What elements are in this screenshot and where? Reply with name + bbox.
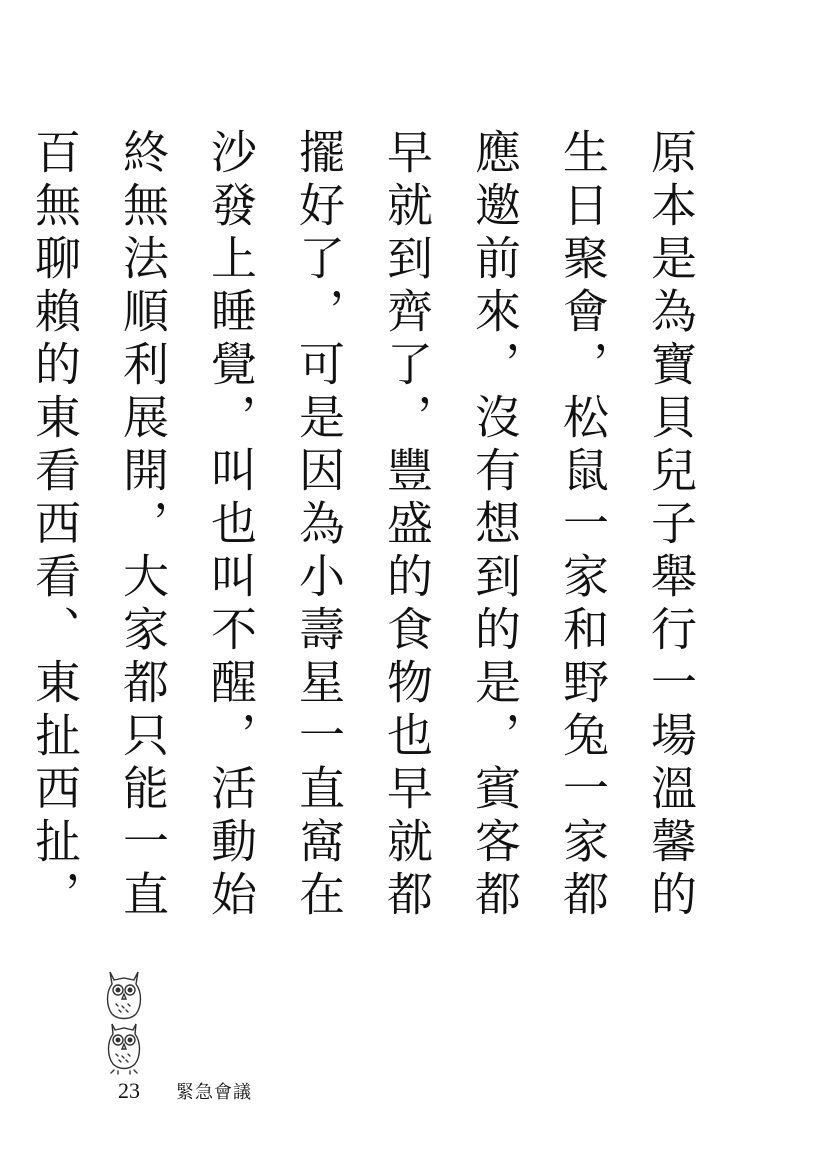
chapter-title: 緊急會議 (176, 1082, 252, 1103)
body-text: 原本是為寶貝兒子舉行一場溫馨的生日聚會，松鼠一家和野兔一家都應邀前來，沒有想到的是，賓客都早就到齊了，豐盛的食物也早就都擺好了，可是因為小壽星一直窩在沙發上睡覺，叫也叫不醒，活動始終無法順利展開，大家都只能一直百無聊賴的東看西看、東扯西扯， (28, 128, 698, 923)
owl-icon (96, 966, 152, 1074)
page-footer (118, 1078, 252, 1104)
page-number: 23 (118, 1078, 140, 1103)
